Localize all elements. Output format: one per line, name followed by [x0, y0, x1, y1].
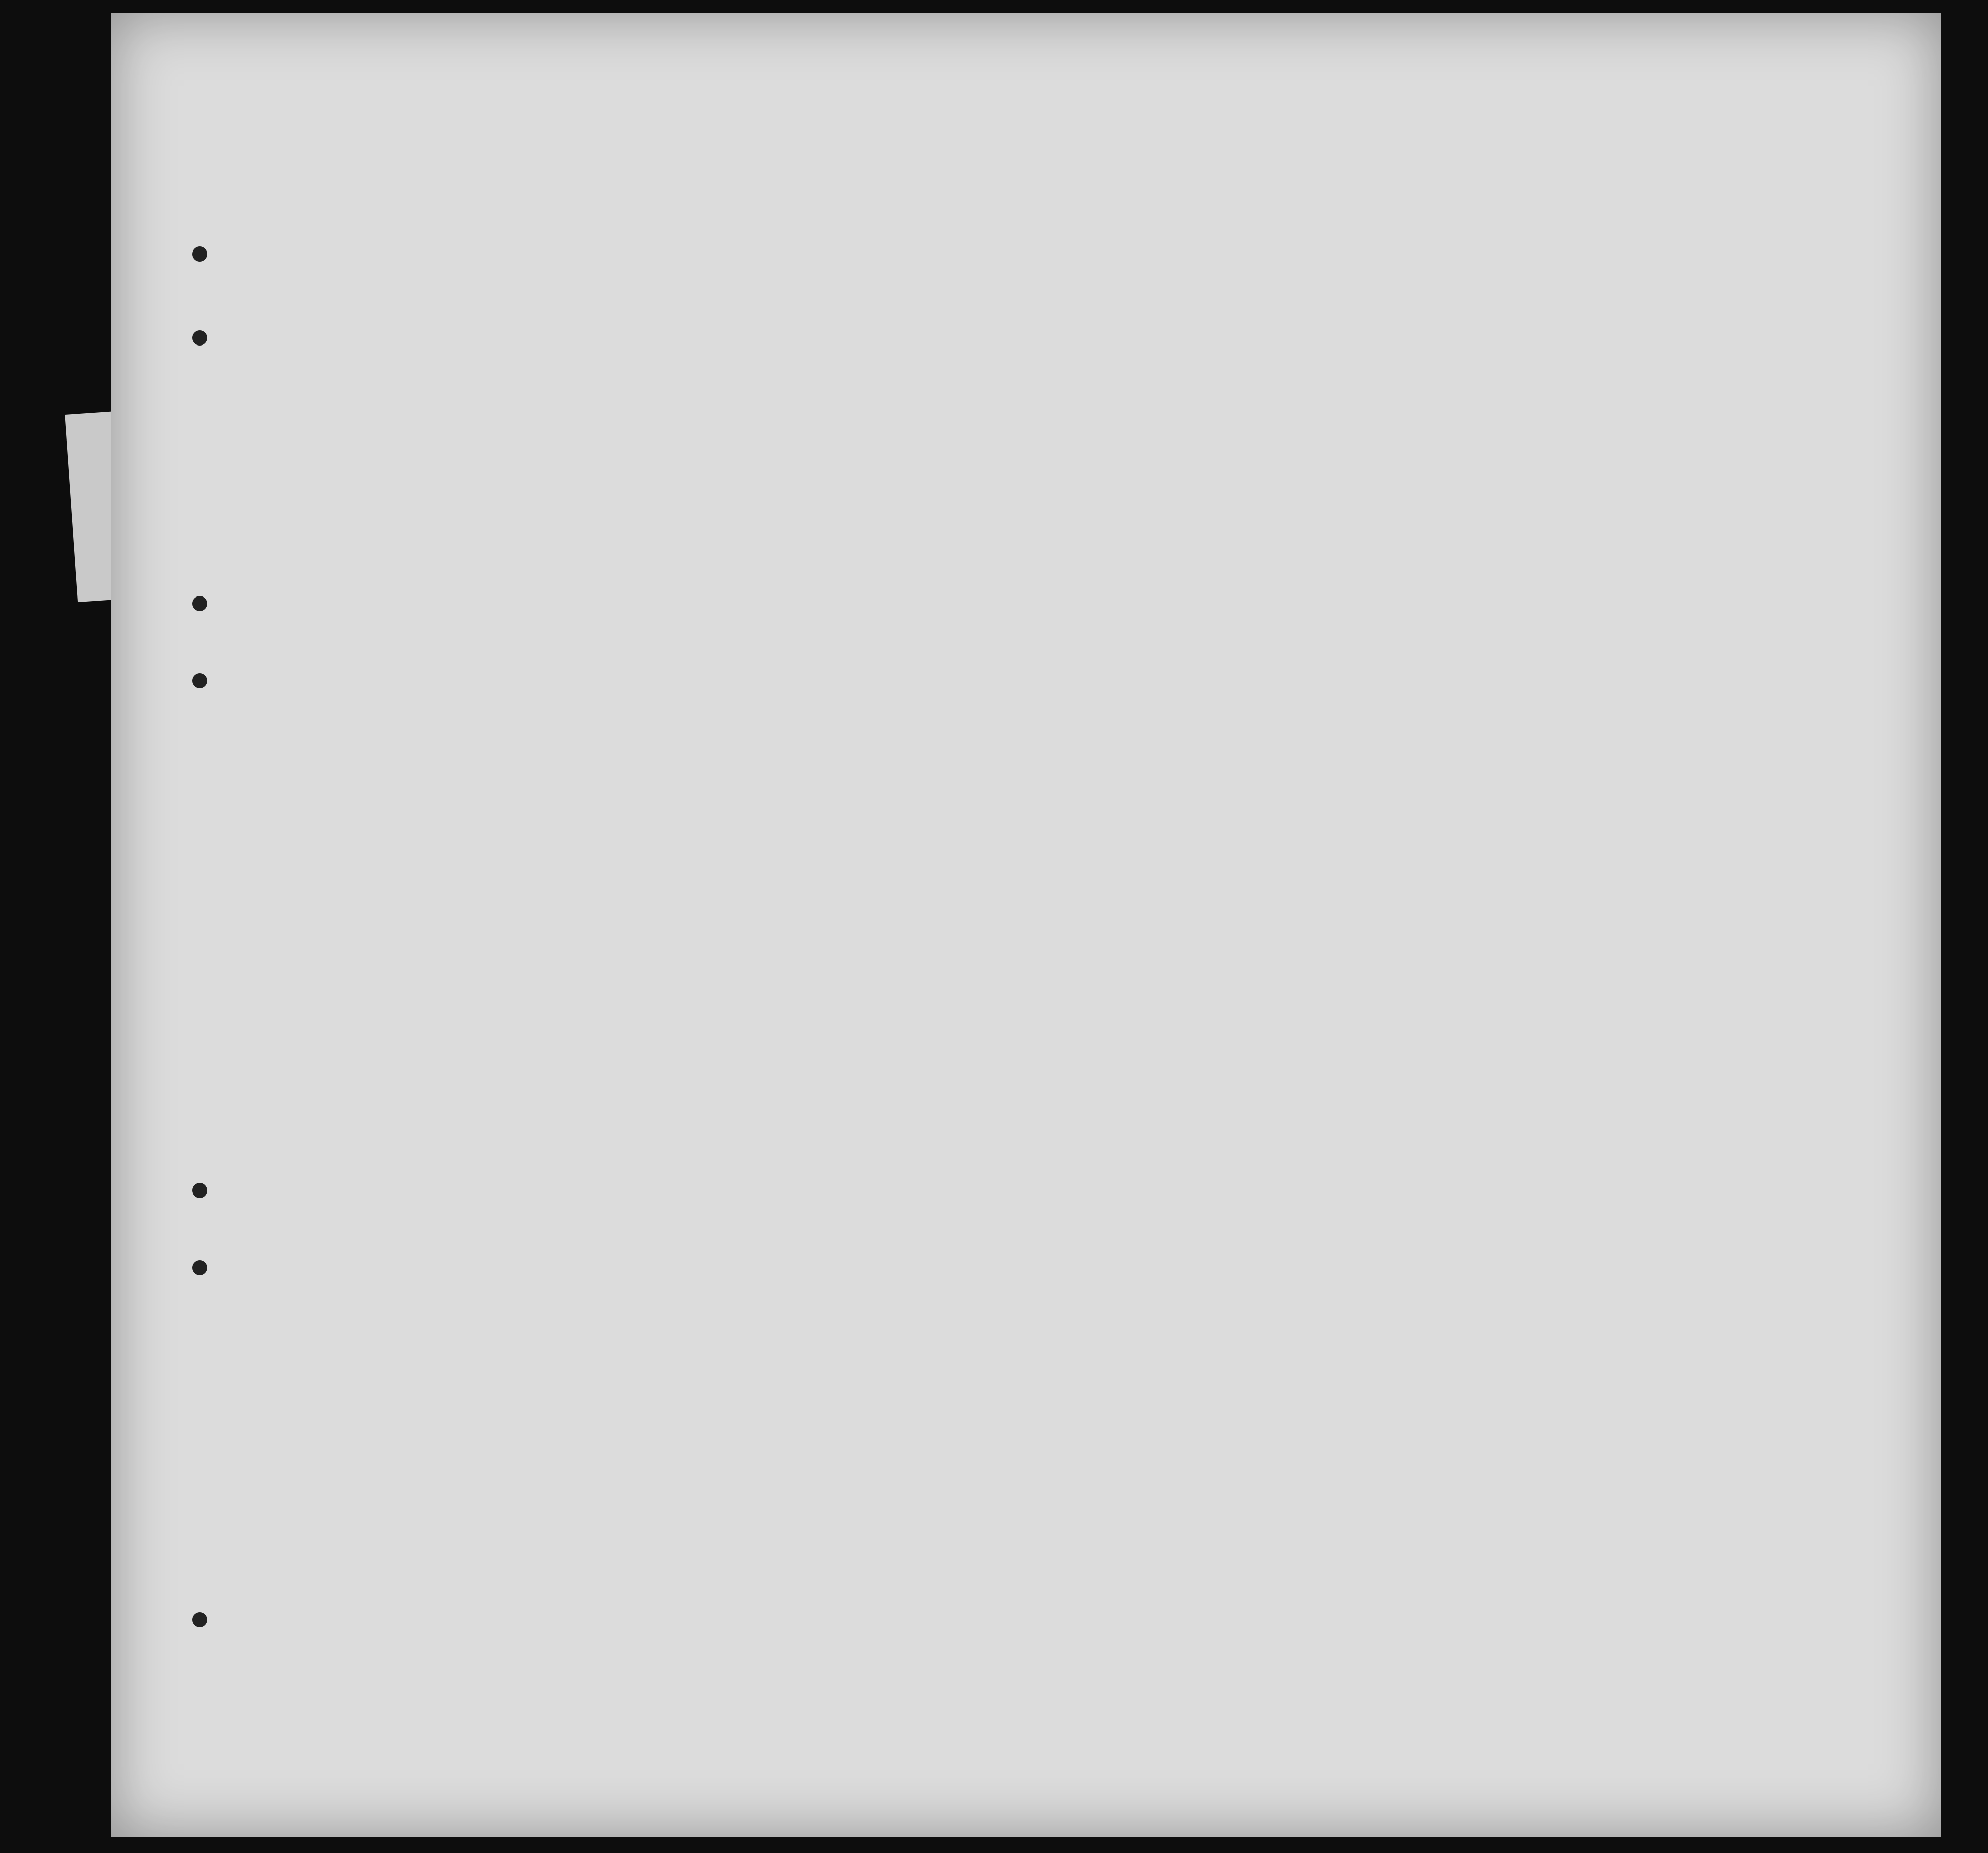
manifest-sheet [111, 13, 1941, 1837]
ruled-grid [111, 13, 1941, 1837]
